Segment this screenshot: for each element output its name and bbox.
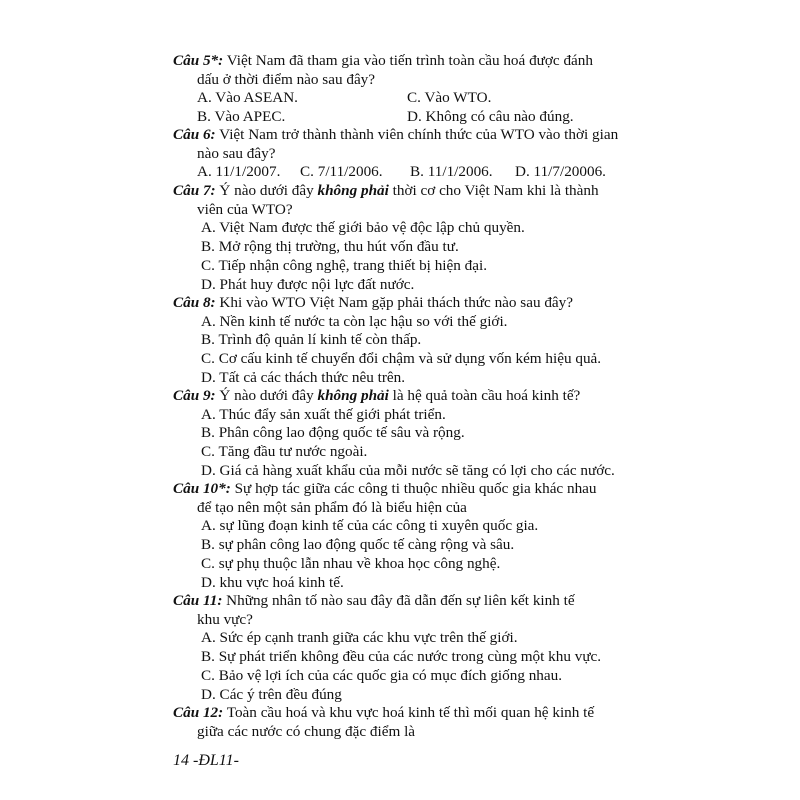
question-5-text-line1: Việt Nam đã tham gia vào tiến trình toàn cầu hoá được đánh (226, 52, 593, 69)
question-7-text-emphasis: không phải (317, 182, 389, 199)
question-5-option-a: A. Vào ASEAN. (197, 89, 298, 107)
question-12-label: Câu 12: (173, 704, 224, 721)
question-8-stem (173, 294, 628, 313)
question-11-option-d: D. Các ý trên đều đúng (201, 685, 342, 703)
question-9-option-b: B. Phân công lao động quốc tế sâu và rộng. (201, 424, 465, 442)
question-8-options (173, 313, 628, 388)
question-10 (173, 480, 628, 592)
question-12-text-line1: Toàn cầu hoá và khu vực hoá kinh tế thì mối quan hệ kinh tế (226, 704, 595, 721)
question-5-label: Câu 5*: (173, 52, 224, 69)
question-12-text-line2: giữa các nước có chung đặc điểm là (197, 722, 416, 740)
question-7-text-pre: Ý nào dưới đây (219, 182, 314, 199)
question-7-stem (173, 182, 628, 219)
question-9-option-c: C. Tăng đầu tư nước ngoài. (201, 443, 368, 461)
question-11-stem (173, 592, 628, 629)
question-6-text-line2: nào sau đây? (197, 144, 276, 162)
question-9-text-post: là hệ quả toàn cầu hoá kinh tế? (392, 387, 581, 404)
question-6-option-a: A. 11/1/2007. (197, 163, 281, 181)
question-6-stem (173, 126, 628, 163)
question-10-option-c: C. sự phụ thuộc lẫn nhau về khoa học công nghệ. (201, 554, 501, 572)
question-11-label: Câu 11: (173, 592, 223, 609)
question-10-text-line2: để tạo nên một sản phẩm đó là biểu hiện của (197, 498, 467, 516)
question-5-option-b: B. Vào APEC. (197, 108, 286, 126)
question-10-stem (173, 480, 628, 517)
question-7-option-a: A. Việt Nam được thế giới bảo vệ độc lập chủ quyền. (201, 219, 525, 237)
question-10-option-b: B. sự phân công lao động quốc tế càng rộng và sâu. (201, 536, 515, 554)
question-9-stem (173, 387, 628, 406)
question-7-label: Câu 7: (173, 182, 216, 199)
question-9-option-a: A. Thúc đẩy sản xuất thế giới phát triển. (201, 405, 446, 423)
question-8-option-c: C. Cơ cấu kinh tế chuyển đổi chậm và sử dụng vốn kém hiệu quả. (201, 350, 602, 368)
question-5-stem (173, 52, 628, 89)
question-5-option-d: D. Không có câu nào đúng. (407, 108, 574, 126)
question-10-options (173, 517, 628, 592)
question-11-text-line1: Những nhân tố nào sau đây đã dẫn đến sự liên kết kinh tế (226, 592, 575, 609)
question-9-options (173, 406, 628, 481)
question-5-option-c: C. Vào WTO. (407, 89, 492, 107)
question-9-text-pre: Ý nào dưới đây (219, 387, 314, 404)
question-11-options (173, 629, 628, 704)
question-8-option-d: D. Tất cả các thách thức nêu trên. (201, 368, 406, 386)
question-7-option-b: B. Mở rộng thị trường, thu hút vốn đầu tư. (201, 238, 459, 256)
question-12 (173, 704, 628, 741)
question-10-text-line1: Sự hợp tác giữa các công ti thuộc nhiều quốc gia khác nhau (234, 480, 597, 497)
question-6-option-c: C. 7/11/2006. (300, 163, 383, 181)
question-11-option-b: B. Sự phát triển không đều của các nước trong cùng một khu vực. (201, 648, 602, 666)
question-6-options (197, 163, 628, 182)
question-6-option-b: B. 11/1/2006. (410, 163, 493, 181)
question-9-label: Câu 9: (173, 387, 216, 404)
question-11-text-line2: khu vực? (197, 610, 253, 628)
question-9-text-emphasis: không phải (317, 387, 389, 404)
question-10-option-d: D. khu vực hoá kinh tế. (201, 573, 344, 591)
question-11 (173, 592, 628, 704)
question-11-option-a: A. Sức ép cạnh tranh giữa các khu vực trên thế giới. (201, 629, 518, 647)
question-5 (173, 52, 628, 127)
question-6-option-d: D. 11/7/20006. (515, 163, 606, 181)
question-8 (173, 294, 628, 388)
question-7-options (173, 219, 628, 294)
question-7-text-line2: viên của WTO? (197, 200, 293, 218)
question-6 (173, 126, 628, 182)
question-8-option-a: A. Nền kinh tế nước ta còn lạc hậu so với thế giới. (201, 312, 508, 330)
question-7-text-post: thời cơ cho Việt Nam khi là thành (392, 182, 599, 199)
question-10-option-a: A. sự lũng đoạn kinh tế của các công ti xuyên quốc gia. (201, 517, 539, 535)
question-8-text-line1: Khi vào WTO Việt Nam gặp phải thách thức nào sau đây? (219, 294, 574, 311)
question-9 (173, 387, 628, 481)
question-5-text-line2: dấu ở thời điểm nào sau đây? (197, 70, 376, 88)
question-7 (173, 182, 628, 294)
question-10-label: Câu 10*: (173, 480, 231, 497)
question-9-option-d: D. Giá cả hàng xuất khẩu của mỗi nước sẽ tăng có lợi cho các nước. (201, 461, 615, 479)
question-7-option-c: C. Tiếp nhận công nghệ, trang thiết bị hiện đại. (201, 256, 487, 274)
question-11-option-c: C. Bảo vệ lợi ích của các quốc gia có mục đích giống nhau. (201, 666, 563, 684)
page-footer: 14 -ĐL11- (173, 752, 239, 769)
question-6-label: Câu 6: (173, 126, 216, 143)
question-12-stem (173, 704, 628, 741)
question-5-options (197, 89, 628, 126)
question-6-text-line1: Việt Nam trở thành thành viên chính thức của WTO vào thời gian (219, 126, 619, 143)
question-7-option-d: D. Phát huy được nội lực đất nước. (201, 275, 415, 293)
question-8-label: Câu 8: (173, 294, 216, 311)
question-8-option-b: B. Trình độ quản lí kinh tế còn thấp. (201, 331, 422, 349)
